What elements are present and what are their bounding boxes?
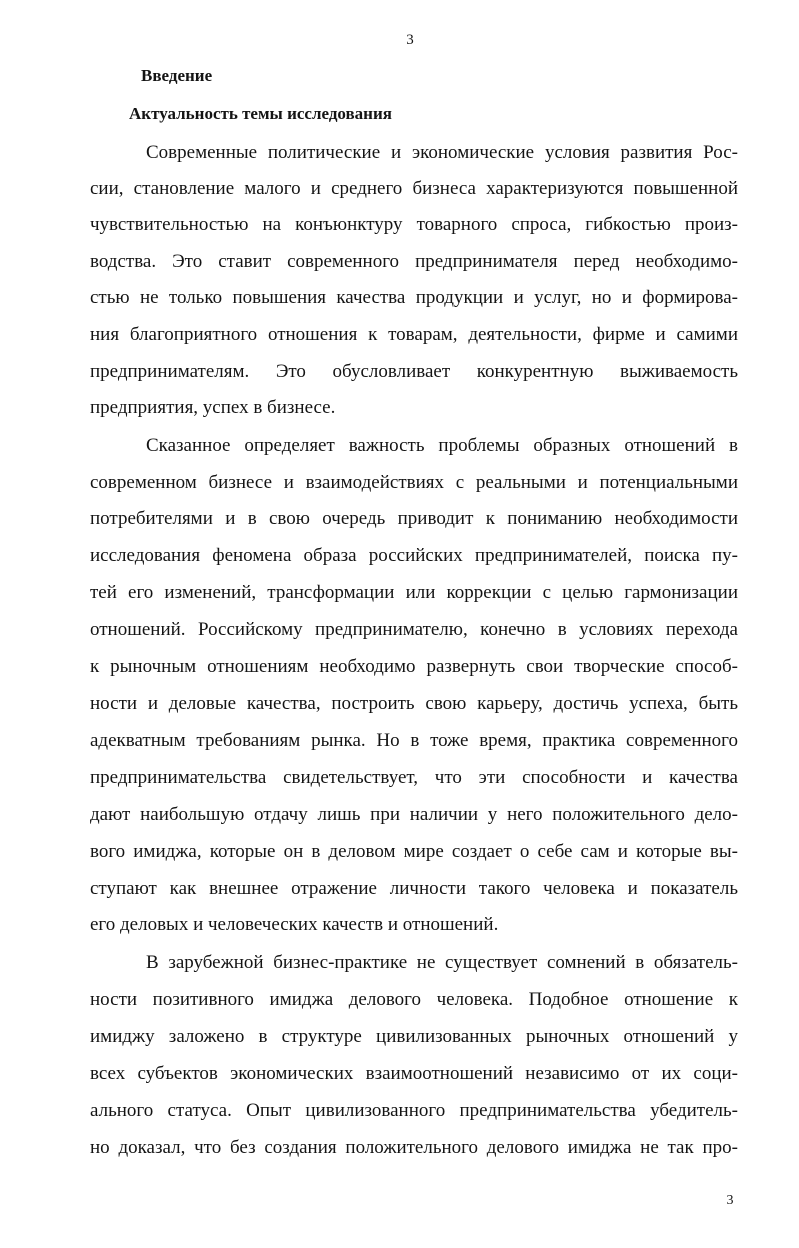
- paragraph-2-line-9: адекватным требованиям рынка. Но в тоже время, практика современного: [90, 730, 738, 751]
- paragraph-1-line-1: Современные политические и экономические условия развития Рос-: [146, 142, 738, 163]
- paragraph-1-line-3: чувствительностью на конъюнктуру товарного спроса, гибкостью произ-: [90, 214, 738, 235]
- paragraph-3-line-3: имиджу заложено в структуре цивилизованных рыночных отношений у: [90, 1026, 738, 1047]
- paragraph-2-line-13: ступают как внешнее отражение личности такого человека и показатель: [90, 878, 738, 899]
- paragraph-3-line-6: но доказал, что без создания положительного делового имиджа не так про-: [90, 1137, 738, 1158]
- paragraph-3-line-5: ального статуса. Опыт цивилизованного предпринимательства убедитель-: [90, 1100, 738, 1121]
- page-number-top: 3: [406, 32, 414, 48]
- paragraph-1-line-7: предпринимателям. Это обусловливает конкурентную выживаемость: [90, 361, 738, 382]
- section-subheading: Актуальность темы исследования: [129, 104, 392, 123]
- paragraph-2-line-11: дают наибольшую отдачу лишь при наличии у него положительного дело-: [90, 804, 738, 825]
- paragraph-3-line-1: В зарубежной бизнес-практике не существует сомнений в обязатель-: [146, 952, 738, 973]
- paragraph-2-line-8: ности и деловые качества, построить свою карьеру, достичь успеха, быть: [90, 693, 738, 714]
- paragraph-1-line-6: ния благоприятного отношения к товарам, деятельности, фирме и самими: [90, 324, 738, 345]
- paragraph-1-line-2: сии, становление малого и среднего бизнеса характеризуются повышенной: [90, 178, 738, 199]
- section-heading: Введение: [141, 66, 213, 85]
- paragraph-2-line-10: предпринимательства свидетельствует, что эти способности и качества: [90, 767, 738, 788]
- paragraph-2-line-1: Сказанное определяет важность проблемы образных отношений в: [146, 435, 738, 456]
- paragraph-2-line-4: исследования феномена образа российских предпринимателей, поиска пу-: [90, 545, 738, 566]
- paragraph-3-line-4: всех субъектов экономических взаимоотношений независимо от их соци-: [90, 1063, 738, 1084]
- paragraph-1-line-4: водства. Это ставит современного предпринимателя перед необходимо-: [90, 251, 738, 272]
- page-number-bottom: 3: [726, 1193, 734, 1208]
- paragraph-1-line-8: предприятия, успех в бизнесе.: [90, 397, 336, 418]
- paragraph-2-line-2: современном бизнесе и взаимодействиях с реальными и потенциальными: [90, 472, 738, 493]
- paragraph-2-line-14: его деловых и человеческих качеств и отношений.: [90, 914, 499, 935]
- paragraph-2-line-5: тей его изменений, трансформации или коррекции с целью гармонизации: [90, 582, 738, 603]
- paragraph-2-line-7: к рыночным отношениям необходимо развернуть свои творческие способ-: [90, 656, 738, 677]
- paragraph-1-line-5: стью не только повышения качества продукции и услуг, но и формирова-: [90, 287, 738, 308]
- paragraph-3-line-2: ности позитивного имиджа делового человека. Подобное отношение к: [90, 989, 738, 1010]
- paragraph-2-line-12: вого имиджа, которые он в деловом мире создает о себе сам и которые вы-: [90, 841, 738, 862]
- paragraph-2-line-3: потребителями и в свою очередь приводит к пониманию необходимости: [90, 508, 738, 529]
- paragraph-2-line-6: отношений. Российскому предпринимателю, конечно в условиях перехода: [90, 619, 738, 640]
